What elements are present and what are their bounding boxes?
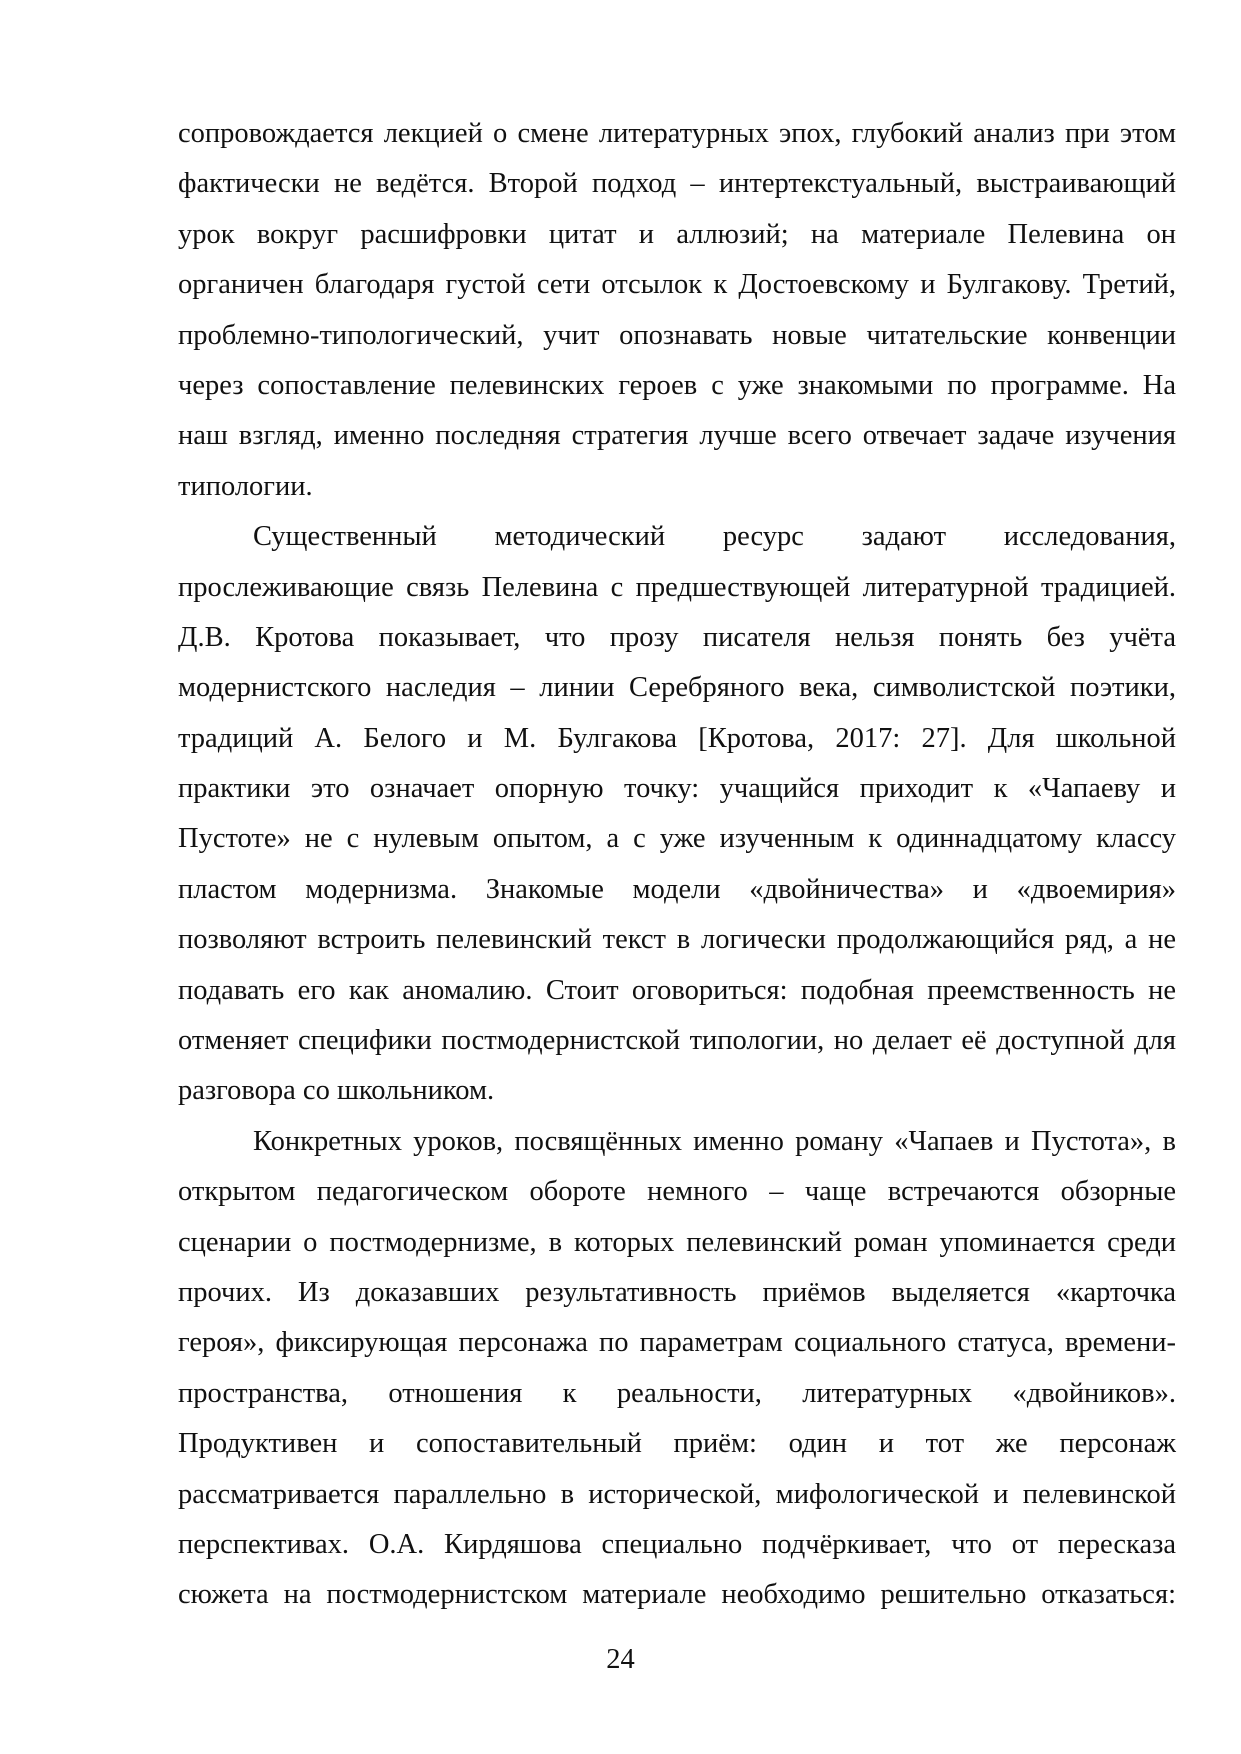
text-line: проблемно-типологический, учит опознавать новые читательские конвенции xyxy=(178,319,1176,351)
text-line: прослеживающие связь Пелевина с предшествующей литературной традицией. xyxy=(178,571,1176,603)
text-line: сюжета на постмодернистском материале необходимо решительно отказаться: xyxy=(178,1579,1176,1611)
text-line: урок вокруг расшифровки цитат и аллюзий; на материале Пелевина он xyxy=(178,218,1176,250)
text-line: перспективах. О.А. Кирдяшова специально подчёркивает, что от пересказа xyxy=(178,1528,1176,1560)
document-body xyxy=(178,109,1176,1621)
text-line: через сопоставление пелевинских героев с уже знакомыми по программе. На xyxy=(178,369,1176,401)
text-line: Продуктивен и сопоставительный приём: один и тот же персонаж xyxy=(178,1428,1176,1460)
text-line: модернистского наследия – линии Серебряного века, символистской поэтики, xyxy=(178,672,1176,704)
text-line: позволяют встроить пелевинский текст в логически продолжающийся ряд, а не xyxy=(178,924,1176,956)
text-line: практики это означает опорную точку: учащийся приходит к «Чапаеву и xyxy=(178,773,1176,805)
text-line: героя», фиксирующая персонажа по параметрам социального статуса, времени- xyxy=(178,1327,1176,1359)
text-line: традиций А. Белого и М. Булгакова [Кротова, 2017: 27]. Для школьной xyxy=(178,722,1176,754)
text-line: фактически не ведётся. Второй подход – интертекстуальный, выстраивающий xyxy=(178,168,1176,200)
text-line: типологии. xyxy=(178,470,313,502)
text-line: сопровождается лекцией о смене литературных эпох, глубокий анализ при этом xyxy=(178,118,1176,149)
text-line: Пустоте» не с нулевым опытом, а с уже изученным к одиннадцатому классу xyxy=(178,823,1176,855)
text-line: Конкретных уроков, посвящённых именно роману «Чапаев и Пустота», в xyxy=(253,1125,1176,1157)
page-number: 24 xyxy=(606,1644,635,1675)
text-line: пространства, отношения к реальности, литературных «двойников». xyxy=(178,1377,1176,1409)
text-line: открытом педагогическом обороте немного – чаще встречаются обзорные xyxy=(178,1176,1176,1208)
text-line: Существенный методический ресурс задают исследования, xyxy=(253,521,1176,553)
text-line: разговора со школьником. xyxy=(178,1075,495,1107)
text-line: рассматривается параллельно в исторической, мифологической и пелевинской xyxy=(178,1478,1176,1510)
text-line: наш взгляд, именно последняя стратегия лучше всего отвечает задаче изучения xyxy=(178,420,1176,452)
text-line: пластом модернизма. Знакомые модели «двойничества» и «двоемирия» xyxy=(178,873,1176,905)
text-line: органичен благодаря густой сети отсылок к Достоевскому и Булгакову. Третий, xyxy=(178,269,1176,301)
text-line: Д.В. Кротова показывает, что прозу писателя нельзя понять без учёта xyxy=(178,621,1176,653)
text-line: сценарии о постмодернизме, в которых пелевинский роман упоминается среди xyxy=(178,1226,1176,1258)
text-line: подавать его как аномалию. Стоит оговориться: подобная преемственность не xyxy=(178,974,1176,1006)
text-line: прочих. Из доказавших результативность приёмов выделяется «карточка xyxy=(178,1276,1176,1308)
text-line: отменяет специфики постмодернистской типологии, но делает её доступной для xyxy=(178,1025,1176,1057)
